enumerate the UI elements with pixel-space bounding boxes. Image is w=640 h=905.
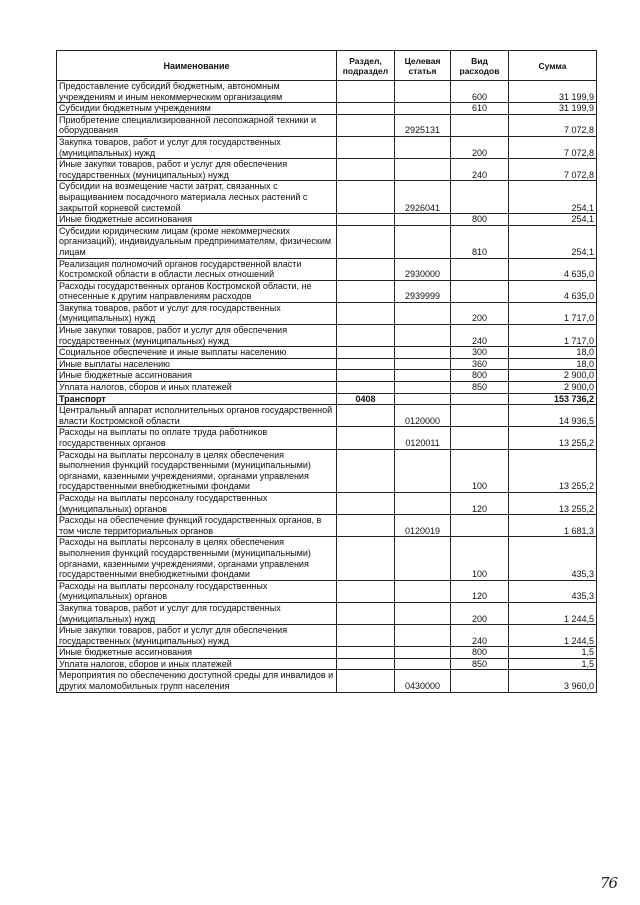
cell-section <box>337 325 395 347</box>
header-name: Наименование <box>57 51 337 81</box>
cell-type: 240 <box>451 159 509 181</box>
cell-name: Иные бюджетные ассигнования <box>57 214 337 226</box>
cell-section <box>337 405 395 427</box>
cell-name: Расходы на обеспечение функций государственных органов, в том числе территориальных органов <box>57 515 337 537</box>
cell-article <box>395 225 451 258</box>
cell-article <box>395 449 451 492</box>
cell-sum: 4 635,0 <box>509 280 597 302</box>
cell-sum: 13 255,2 <box>509 492 597 514</box>
cell-type: 360 <box>451 358 509 370</box>
cell-section <box>337 537 395 580</box>
cell-name: Иные бюджетные ассигнования <box>57 647 337 659</box>
cell-article <box>395 347 451 359</box>
cell-article: 0120011 <box>395 427 451 449</box>
header-type: Вид расходов <box>451 51 509 81</box>
cell-name: Расходы государственных органов Костромской области, не отнесенные к другим направлениям расходов <box>57 280 337 302</box>
cell-sum: 4 635,0 <box>509 258 597 280</box>
cell-type: 120 <box>451 492 509 514</box>
cell-type: 200 <box>451 302 509 324</box>
cell-section <box>337 647 395 659</box>
cell-article: 0120019 <box>395 515 451 537</box>
header-sum: Сумма <box>509 51 597 81</box>
cell-section <box>337 670 395 692</box>
table-header <box>57 51 597 81</box>
cell-sum: 7 072,8 <box>509 159 597 181</box>
cell-sum: 435,3 <box>509 580 597 602</box>
cell-type <box>451 670 509 692</box>
cell-sum: 13 255,2 <box>509 427 597 449</box>
cell-sum: 2 900,0 <box>509 370 597 382</box>
table-row <box>57 136 597 158</box>
table-row <box>57 280 597 302</box>
cell-sum: 31 199,9 <box>509 81 597 103</box>
cell-name: Закупка товаров, работ и услуг для государственных (муниципальных) нужд <box>57 602 337 624</box>
cell-article <box>395 81 451 103</box>
cell-sum: 1 717,0 <box>509 325 597 347</box>
cell-section <box>337 214 395 226</box>
table-row <box>57 580 597 602</box>
cell-name: Расходы на выплаты персоналу государственных (муниципальных) органов <box>57 580 337 602</box>
table-row <box>57 449 597 492</box>
cell-name: Расходы на выплаты персоналу государственных (муниципальных) органов <box>57 492 337 514</box>
cell-sum: 1 244,5 <box>509 602 597 624</box>
cell-article <box>395 602 451 624</box>
cell-article <box>395 370 451 382</box>
cell-sum: 7 072,8 <box>509 136 597 158</box>
cell-article <box>395 625 451 647</box>
cell-name: Расходы на выплаты по оплате труда работников государственных органов <box>57 427 337 449</box>
cell-section <box>337 580 395 602</box>
cell-section <box>337 258 395 280</box>
cell-type <box>451 258 509 280</box>
cell-name: Социальное обеспечение и иные выплаты населению <box>57 347 337 359</box>
cell-article: 2939999 <box>395 280 451 302</box>
cell-section <box>337 225 395 258</box>
cell-type: 800 <box>451 214 509 226</box>
budget-table <box>56 50 597 693</box>
cell-section <box>337 625 395 647</box>
cell-name: Центральный аппарат исполнительных органов государственной власти Костромской области <box>57 405 337 427</box>
cell-sum: 14 936,5 <box>509 405 597 427</box>
table-row <box>57 347 597 359</box>
cell-type: 200 <box>451 136 509 158</box>
cell-type: 850 <box>451 658 509 670</box>
table-row <box>57 225 597 258</box>
cell-article: 2925131 <box>395 114 451 136</box>
cell-type: 240 <box>451 625 509 647</box>
cell-sum: 435,3 <box>509 537 597 580</box>
cell-section <box>337 370 395 382</box>
cell-type: 240 <box>451 325 509 347</box>
cell-article <box>395 492 451 514</box>
page-number: 76 <box>600 874 618 892</box>
cell-name: Субсидии бюджетным учреждениям <box>57 103 337 115</box>
cell-name: Расходы на выплаты персоналу в целях обеспечения выполнения функций государственными (муниципальными) органами, казенными учреждениями, органами управления государственными внебюджетными фондами <box>57 449 337 492</box>
cell-article <box>395 382 451 394</box>
cell-section <box>337 103 395 115</box>
cell-section <box>337 515 395 537</box>
cell-name: Мероприятия по обеспечению доступной среды для инвалидов и других маломобильных групп населения <box>57 670 337 692</box>
cell-sum: 254,1 <box>509 181 597 214</box>
cell-type <box>451 515 509 537</box>
cell-type: 100 <box>451 537 509 580</box>
cell-name: Иные бюджетные ассигнования <box>57 370 337 382</box>
cell-type: 610 <box>451 103 509 115</box>
table-row <box>57 537 597 580</box>
cell-section <box>337 658 395 670</box>
cell-sum: 1 717,0 <box>509 302 597 324</box>
table-row <box>57 214 597 226</box>
cell-sum: 254,1 <box>509 214 597 226</box>
cell-name: Расходы на выплаты персоналу в целях обеспечения выполнения функций государственными (муниципальными) органами, казенными учреждениями, органами управления государственными внебюджетными фондами <box>57 537 337 580</box>
table-row <box>57 393 597 405</box>
cell-sum: 3 960,0 <box>509 670 597 692</box>
cell-type <box>451 405 509 427</box>
cell-name: Иные закупки товаров, работ и услуг для обеспечения государственных (муниципальных) нужд <box>57 159 337 181</box>
table-row <box>57 382 597 394</box>
cell-sum: 153 736,2 <box>509 393 597 405</box>
cell-sum: 7 072,8 <box>509 114 597 136</box>
cell-section <box>337 427 395 449</box>
cell-article <box>395 647 451 659</box>
table-row <box>57 302 597 324</box>
cell-article <box>395 358 451 370</box>
cell-name: Иные выплаты населению <box>57 358 337 370</box>
cell-type: 800 <box>451 647 509 659</box>
cell-article <box>395 159 451 181</box>
table-row <box>57 405 597 427</box>
cell-type: 100 <box>451 449 509 492</box>
cell-name: Предоставление субсидий бюджетным, автономным учреждениям и иным некоммерческим организациям <box>57 81 337 103</box>
table-row <box>57 370 597 382</box>
cell-section <box>337 181 395 214</box>
table-row <box>57 181 597 214</box>
cell-sum: 18,0 <box>509 358 597 370</box>
cell-name: Приобретение специализированной лесопожарной техники и оборудования <box>57 114 337 136</box>
cell-name: Иные закупки товаров, работ и услуг для обеспечения государственных (муниципальных) нужд <box>57 625 337 647</box>
cell-type <box>451 114 509 136</box>
cell-type <box>451 393 509 405</box>
table-row <box>57 602 597 624</box>
cell-type <box>451 280 509 302</box>
cell-article <box>395 325 451 347</box>
cell-name: Реализация полномочий органов государственной власти Костромской области в области лесных отношений <box>57 258 337 280</box>
table-row <box>57 258 597 280</box>
header-section: Раздел, подраздел <box>337 51 395 81</box>
cell-article <box>395 103 451 115</box>
cell-sum: 31 199,9 <box>509 103 597 115</box>
cell-section <box>337 81 395 103</box>
cell-article: 0430000 <box>395 670 451 692</box>
cell-section <box>337 492 395 514</box>
cell-sum: 1,5 <box>509 658 597 670</box>
cell-type: 600 <box>451 81 509 103</box>
cell-type: 800 <box>451 370 509 382</box>
header-article: Целевая статья <box>395 51 451 81</box>
cell-article: 0120000 <box>395 405 451 427</box>
cell-article <box>395 658 451 670</box>
cell-name: Закупка товаров, работ и услуг для государственных (муниципальных) нужд <box>57 136 337 158</box>
cell-name: Закупка товаров, работ и услуг для государственных (муниципальных) нужд <box>57 302 337 324</box>
cell-article <box>395 214 451 226</box>
table-row <box>57 515 597 537</box>
cell-name: Уплата налогов, сборов и иных платежей <box>57 658 337 670</box>
table-row <box>57 670 597 692</box>
header-row <box>57 51 597 81</box>
cell-article <box>395 537 451 580</box>
cell-name: Субсидии на возмещение части затрат, связанных с выращиванием посадочного материала лесных растений с закрытой корневой системой <box>57 181 337 214</box>
cell-article: 2930000 <box>395 258 451 280</box>
cell-sum: 1 244,5 <box>509 625 597 647</box>
cell-name: Иные закупки товаров, работ и услуг для обеспечения государственных (муниципальных) нужд <box>57 325 337 347</box>
table-body <box>57 81 597 693</box>
cell-article <box>395 302 451 324</box>
cell-type: 810 <box>451 225 509 258</box>
cell-section <box>337 280 395 302</box>
cell-type <box>451 427 509 449</box>
cell-sum: 1,5 <box>509 647 597 659</box>
cell-section <box>337 602 395 624</box>
cell-article <box>395 393 451 405</box>
cell-name: Транспорт <box>57 393 337 405</box>
cell-name: Субсидии юридическим лицам (кроме некоммерческих организаций), индивидуальным предпринимателям, физическим лицам <box>57 225 337 258</box>
table-row <box>57 81 597 103</box>
cell-section <box>337 302 395 324</box>
table-row <box>57 647 597 659</box>
cell-sum: 18,0 <box>509 347 597 359</box>
cell-section <box>337 382 395 394</box>
cell-type: 850 <box>451 382 509 394</box>
cell-section <box>337 358 395 370</box>
cell-article <box>395 580 451 602</box>
cell-type: 300 <box>451 347 509 359</box>
cell-section <box>337 159 395 181</box>
cell-type <box>451 181 509 214</box>
table-row <box>57 103 597 115</box>
table-row <box>57 159 597 181</box>
cell-type: 120 <box>451 580 509 602</box>
table-row <box>57 658 597 670</box>
cell-section: 0408 <box>337 393 395 405</box>
cell-sum: 254,1 <box>509 225 597 258</box>
table-row <box>57 358 597 370</box>
cell-section <box>337 347 395 359</box>
table-row <box>57 625 597 647</box>
cell-section <box>337 136 395 158</box>
cell-sum: 2 900,0 <box>509 382 597 394</box>
cell-article: 2926041 <box>395 181 451 214</box>
cell-section <box>337 114 395 136</box>
cell-sum: 1 681,3 <box>509 515 597 537</box>
table-row <box>57 114 597 136</box>
cell-name: Уплата налогов, сборов и иных платежей <box>57 382 337 394</box>
table-row <box>57 325 597 347</box>
table-row <box>57 492 597 514</box>
table-row <box>57 427 597 449</box>
cell-type: 200 <box>451 602 509 624</box>
cell-section <box>337 449 395 492</box>
cell-article <box>395 136 451 158</box>
cell-sum: 13 255,2 <box>509 449 597 492</box>
